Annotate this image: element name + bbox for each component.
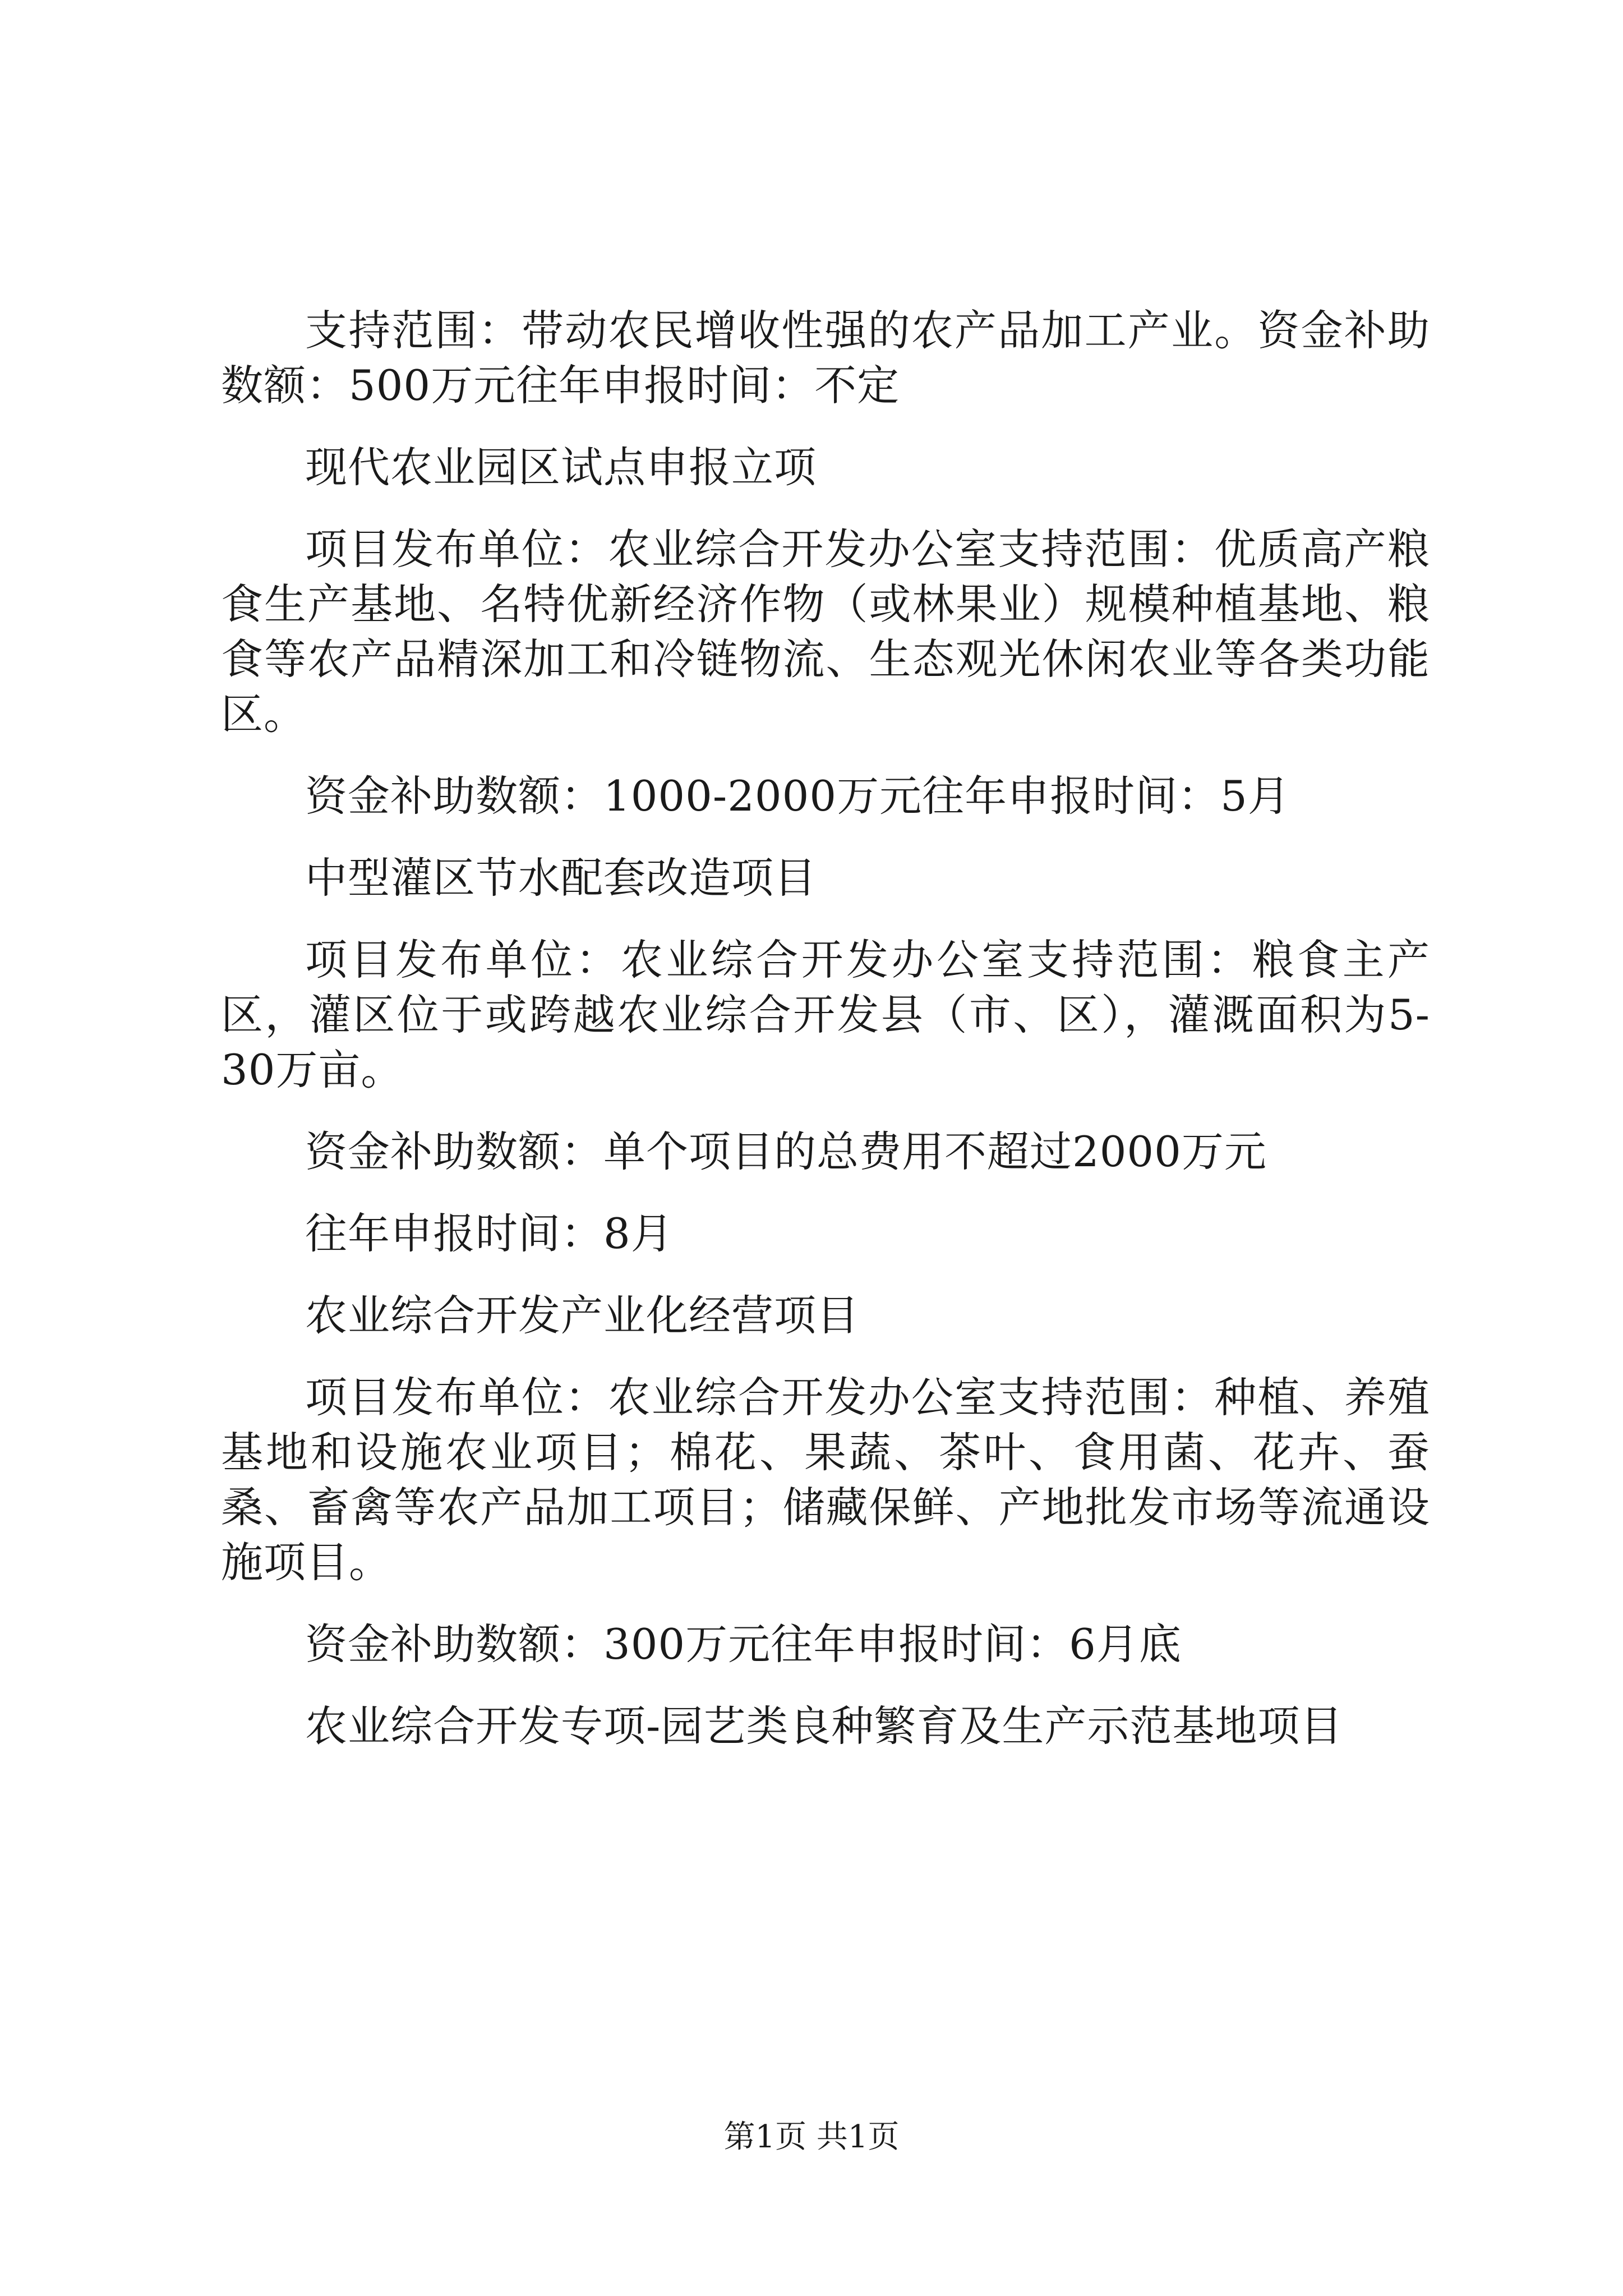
document-body — [221, 303, 1430, 1780]
page-footer: 第1页 共1页 — [723, 2119, 900, 2155]
paragraph-agri-park-funding: 资金补助数额：1000-2000万元往年申报时间：5月 — [305, 771, 1290, 821]
heading-modern-agri-park: 现代农业园区试点申报立项 — [305, 443, 817, 492]
heading-horticulture-project: 农业综合开发专项-园艺类良种繁育及生产示范基地项目 — [305, 1701, 1343, 1751]
heading-industrialization-project: 农业综合开发产业化经营项目 — [305, 1291, 860, 1340]
paragraph-support-scope: 支持范围：带动农民增收性强的农产品加工产业。资金补助数额：500万元往年申报时间：不定 — [221, 306, 1430, 410]
paragraph-irrigation-scope: 项目发布单位：农业综合开发办公室支持范围：粮食主产区，灌区位于或跨越农业综合开发县（市、区），灌溉面积为5-30万亩。 — [221, 935, 1430, 1094]
paragraph-irrigation-funding: 资金补助数额：单个项目的总费用不超过2000万元 — [305, 1127, 1267, 1176]
paragraph-industrialization-funding: 资金补助数额：300万元往年申报时间：6月底 — [305, 1619, 1182, 1669]
paragraph-industrialization-scope: 项目发布单位：农业综合开发办公室支持范围：种植、养殖基地和设施农业项目；棉花、果蔬、茶叶、食用菌、花卉、蚕桑、畜禽等农产品加工项目；储藏保鲜、产地批发市场等流通设施项目。 — [221, 1373, 1430, 1587]
paragraph-irrigation-time: 往年申报时间：8月 — [305, 1209, 674, 1258]
paragraph-agri-park-scope: 项目发布单位：农业综合开发办公室支持范围：优质高产粮食生产基地、名特优新经济作物（或林果业）规模种植基地、粮食等农产品精深加工和冷链物流、生态观光休闲农业等各类功能区。 — [221, 524, 1430, 739]
heading-irrigation-project: 中型灌区节水配套改造项目 — [305, 853, 817, 903]
